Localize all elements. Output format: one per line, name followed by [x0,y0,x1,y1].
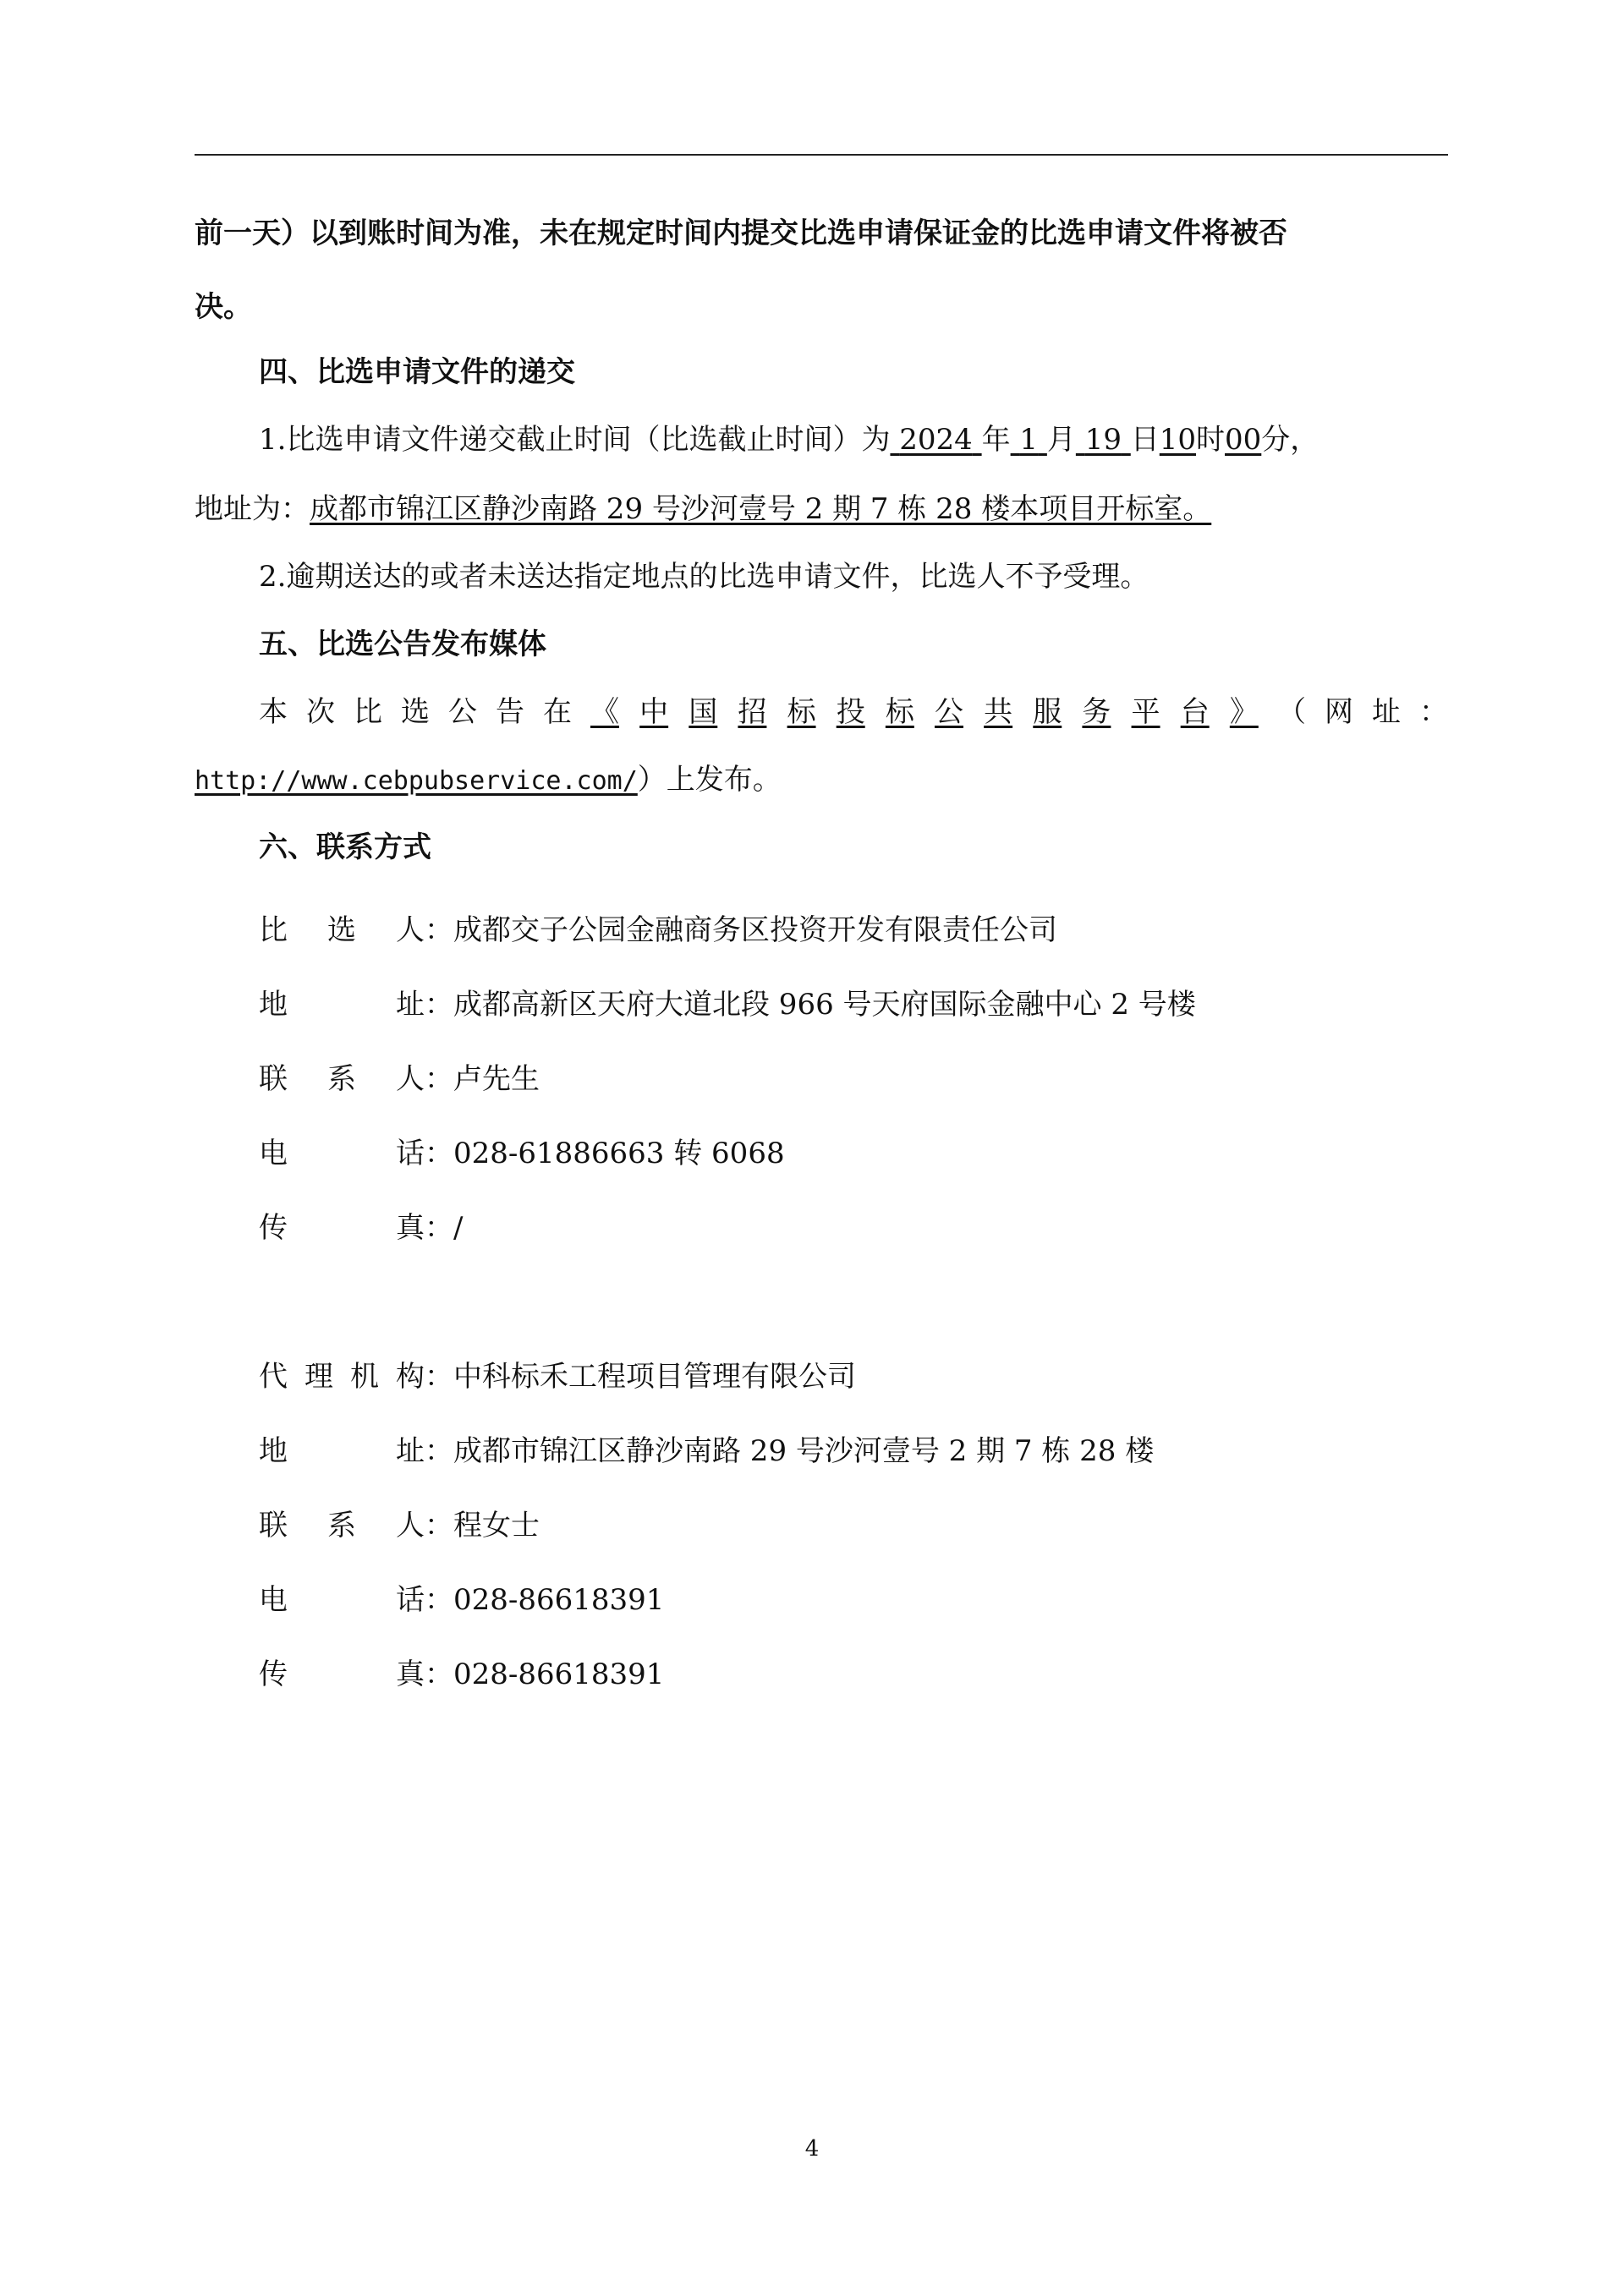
continuation-line-2: 决。 [195,290,252,324]
contact-row [259,988,1448,1022]
contact-colon: ： [425,913,453,947]
opening-room-address: 成都市锦江区静沙南路 29 号沙河壹号 2 期 7 栋 28 楼本项目开标室。 [310,492,1212,526]
agent-colon: ： [425,1583,453,1617]
text-char: 在 [543,695,572,729]
agent-colon: ： [425,1360,453,1394]
agent-label: 地址 [259,1434,425,1468]
agent-label: 联系人 [259,1509,425,1543]
contact-label: 地址 [259,988,425,1022]
contact-value: 成都高新区天府大道北段 966 号天府国际金融中心 2 号楼 [453,988,1196,1022]
month-unit: 月 [1046,423,1076,457]
agent-row [259,1509,1448,1543]
agent-label: 电话 [259,1583,425,1617]
contact-value: 028-61886663 转 6068 [453,1137,785,1170]
text-char: 次 [306,695,335,729]
agent-label: 传真 [259,1658,425,1691]
publish-tail: ）上发布。 [637,763,782,797]
contact-value: / [453,1211,464,1245]
hour-unit: 时 [1196,423,1226,457]
section-5-line-1 [259,695,1448,730]
text-char: 告 [496,695,524,729]
platform-name: 《 中 国 招 标 投 标 公 共 服 务 平 台 》 [590,695,1259,729]
section-4-address-line [195,492,1448,527]
section-5-line-2 [195,763,1448,797]
continuation-line-1: 前一天）以到账时间为准，未在规定时间内提交比选申请保证金的比选申请文件将被否 [195,216,1287,250]
text-char: 选 [401,695,430,729]
agent-colon: ： [425,1509,453,1543]
header-rule [195,154,1448,156]
section-4-heading: 四、比选申请文件的递交 [259,355,575,389]
text-char: 本 [259,695,288,729]
agent-colon: ： [425,1434,453,1468]
deadline-day: 19 [1084,423,1122,457]
address-prefix: 地址为： [195,492,310,526]
contact-colon: ： [425,1211,453,1245]
contact-colon: ： [425,988,453,1022]
agent-value: 028-86618391 [453,1583,665,1617]
agent-value: 中科标禾工程项目管理有限公司 [453,1360,856,1394]
agent-value: 028-86618391 [453,1658,665,1691]
text-char: 公 [448,695,477,729]
contact-value: 卢先生 [453,1062,540,1096]
contact-colon: ： [425,1137,453,1170]
agent-value: 成都市锦江区静沙南路 29 号沙河壹号 2 期 7 栋 28 楼 [453,1434,1155,1468]
minute-unit: 分， [1261,423,1320,457]
agent-row [259,1360,1448,1395]
contact-row [259,913,1448,948]
year-unit: 年 [981,423,1011,457]
deadline-hour: 10 [1159,423,1197,457]
page-number: 4 [804,2136,820,2162]
contact-label: 比选人 [259,913,425,947]
deadline-prefix: 1.比选申请文件递交截止时间（比选截止时间）为 [259,423,891,457]
text-char: 比 [354,695,382,729]
contact-row [259,1062,1448,1097]
deadline-year: 2024 [899,423,973,457]
deadline-minute: 00 [1225,423,1262,457]
contact-label: 传真 [259,1211,425,1245]
text-char: 址 [1372,695,1401,729]
deadline-month: 1 [1019,423,1039,457]
agent-colon: ： [425,1658,453,1691]
agent-row [259,1658,1448,1692]
section-6-heading: 六、联系方式 [259,830,431,864]
agent-value: 程女士 [453,1509,540,1543]
day-unit: 日 [1130,423,1160,457]
contact-label: 电话 [259,1137,425,1170]
agent-label: 代理机构 [259,1360,425,1394]
section-4-item-2: 2.逾期送达的或者未送达指定地点的比选申请文件，比选人不予受理。 [259,560,1149,594]
contact-colon: ： [425,1062,453,1096]
contact-label: 联系人 [259,1062,425,1096]
text-char: 网 [1325,695,1353,729]
contact-row [259,1211,1448,1246]
text-char: （ [1277,695,1306,729]
contact-value: 成都交子公园金融商务区投资开发有限责任公司 [453,913,1057,947]
platform-url-link[interactable]: http://www.cebpubservice.com/ [195,766,638,796]
contact-row [259,1137,1448,1171]
text-char: ： [1419,695,1448,729]
section-4-item-1 [259,423,1448,458]
agent-row [259,1434,1448,1469]
agent-row [259,1583,1448,1618]
section-5-heading: 五、比选公告发布媒体 [259,627,546,661]
